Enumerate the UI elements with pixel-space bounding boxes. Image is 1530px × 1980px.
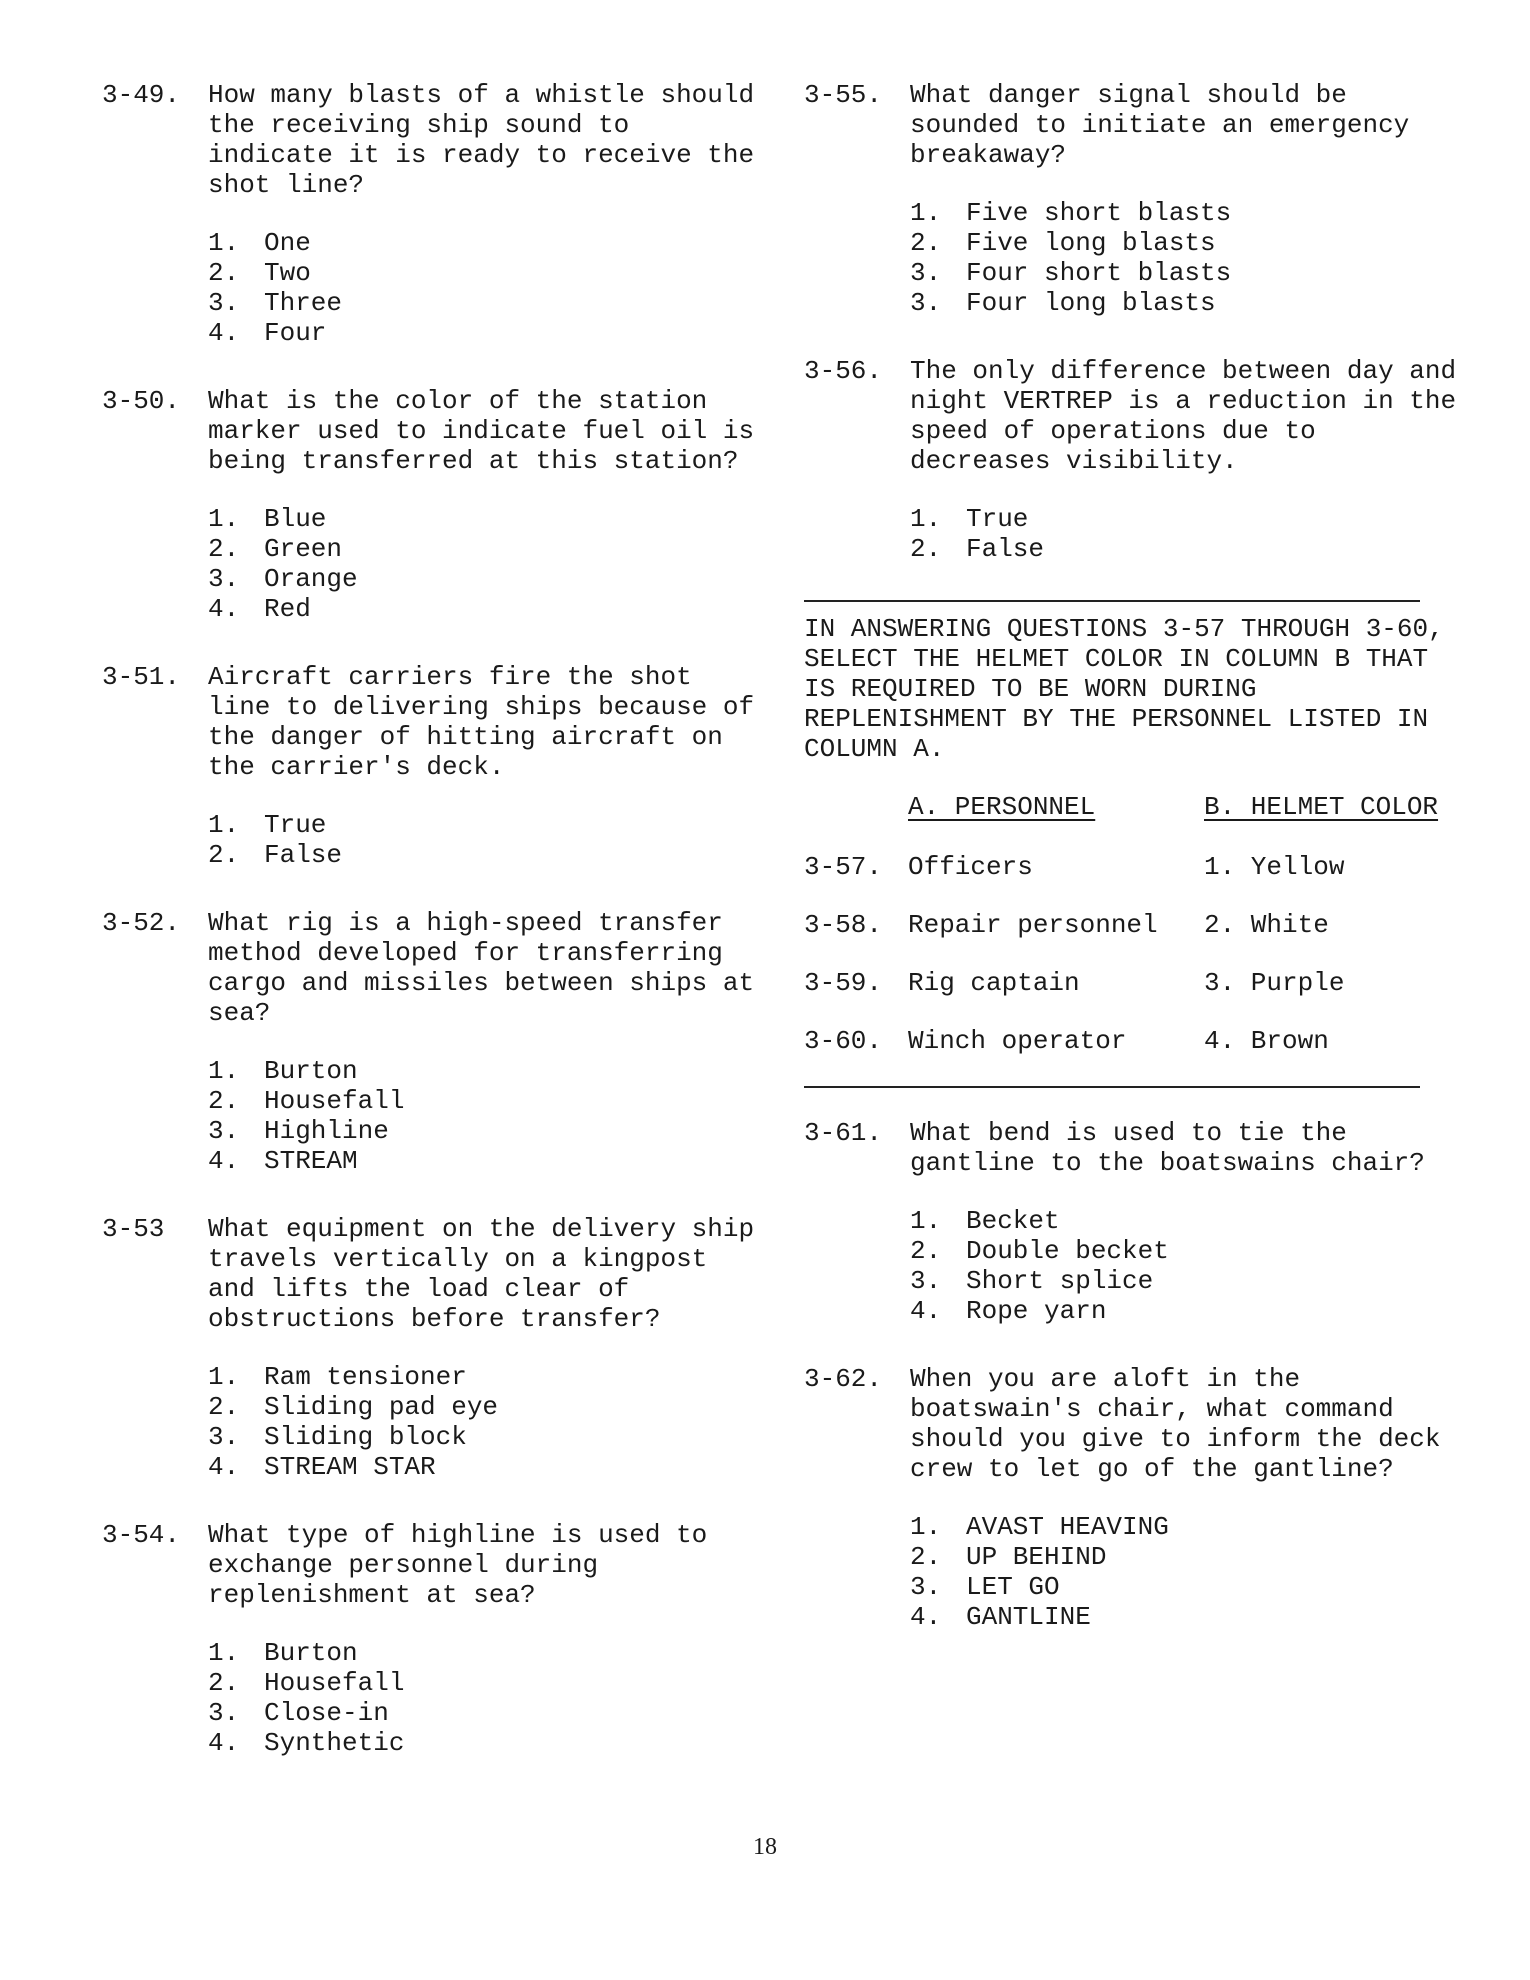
question-number: 3-52. (102, 908, 181, 938)
question-text (208, 80, 755, 200)
right-column (804, 80, 1457, 1632)
question-line: exchange personnel during (208, 1550, 599, 1580)
option-text: Four short blasts (966, 258, 1232, 288)
column-b-header: B. HELMET COLOR (1204, 792, 1439, 822)
question-line: indicate it is ready to receive the (208, 140, 755, 170)
option-number: 2. (208, 1086, 240, 1116)
answer-options (910, 198, 1444, 318)
option-text: Five long blasts (966, 228, 1216, 258)
option-number: 2. (208, 258, 240, 288)
option-number: 2. (208, 534, 240, 564)
question-line: shot line? (208, 170, 365, 200)
question-line: How many blasts of a whistle should (208, 80, 755, 110)
question (102, 80, 755, 348)
top-rule (804, 600, 1420, 602)
question-line: What equipment on the delivery ship (208, 1214, 755, 1244)
page-number: 18 (753, 1834, 777, 1860)
answer-option (910, 1236, 1444, 1266)
instruction-line: COLUMN A. (804, 734, 945, 764)
option-text: Sliding block (264, 1422, 467, 1452)
answer-option (208, 1638, 742, 1668)
question-line: sea? (208, 998, 271, 1028)
option-number: 1. (208, 810, 240, 840)
option-text: LET GO (966, 1572, 1060, 1602)
answer-option (208, 1422, 742, 1452)
answer-option (910, 288, 1444, 318)
option-number: 1. (208, 1638, 240, 1668)
question-line: marker used to indicate fuel oil is (208, 416, 755, 446)
question-line: night VERTREP is a reduction in the (910, 386, 1457, 416)
question-line: What type of highline is used to (208, 1520, 708, 1550)
question-line: the carrier's deck. (208, 752, 505, 782)
answer-option (208, 1116, 742, 1146)
matching-question-number: 3-59. (804, 968, 883, 998)
column-a-header: A. PERSONNEL (908, 792, 1096, 822)
answer-option (208, 810, 742, 840)
option-text: Burton (264, 1638, 358, 1668)
matching-row (804, 852, 1444, 882)
option-number: 1. (910, 1206, 942, 1236)
question-line: The only difference between day and (910, 356, 1457, 386)
answer-option (208, 1728, 742, 1758)
question-line: travels vertically on a kingpost (208, 1244, 708, 1274)
option-text: Housefall (264, 1086, 405, 1116)
question-line: and lifts the load clear of (208, 1274, 630, 1304)
question-text (208, 908, 755, 1028)
instruction-line: IN ANSWERING QUESTIONS 3-57 THROUGH 3-60, (804, 614, 1444, 644)
personnel-item: Repair personnel (908, 910, 1158, 940)
personnel-item: Winch operator (908, 1026, 1127, 1056)
answer-option (910, 1512, 1444, 1542)
answer-option (208, 1086, 742, 1116)
answer-option (910, 1296, 1444, 1326)
question-number: 3-51. (102, 662, 181, 692)
matching-header (804, 792, 1444, 826)
question-line: method developed for transferring (208, 938, 723, 968)
helmet-color-item: 4. Brown (1204, 1026, 1329, 1056)
option-number: 4. (208, 1452, 240, 1482)
matching-question-number: 3-60. (804, 1026, 883, 1056)
question (804, 1364, 1444, 1632)
option-number: 2. (910, 1542, 942, 1572)
question (804, 1118, 1444, 1326)
question (804, 356, 1457, 564)
answer-options (208, 810, 742, 870)
matching-row (804, 1026, 1444, 1056)
question (102, 386, 755, 624)
question (102, 1520, 742, 1758)
question-line: obstructions before transfer? (208, 1304, 661, 1334)
answer-options (910, 1206, 1444, 1326)
option-number: 1. (208, 228, 240, 258)
option-text: Burton (264, 1056, 358, 1086)
answer-option (910, 228, 1444, 258)
option-number: 2. (208, 1668, 240, 1698)
instruction-line: IS REQUIRED TO BE WORN DURING (804, 674, 1257, 704)
option-number: 4. (208, 1728, 240, 1758)
option-number: 1. (208, 1362, 240, 1392)
option-text: STREAM (264, 1146, 358, 1176)
option-text: Two (264, 258, 311, 288)
question-number: 3-55. (804, 80, 883, 110)
option-text: Double becket (966, 1236, 1169, 1266)
question-text (910, 1118, 1444, 1178)
option-number: 1. (910, 198, 942, 228)
answer-option (208, 288, 742, 318)
helmet-color-item: 2. White (1204, 910, 1329, 940)
question-number: 3-53 (102, 1214, 165, 1244)
option-number: 1. (910, 504, 942, 534)
question-line: replenishment at sea? (208, 1580, 536, 1610)
answer-option (910, 198, 1444, 228)
question-number: 3-56. (804, 356, 883, 386)
option-text: Four (264, 318, 327, 348)
question-line: decreases visibility. (910, 446, 1238, 476)
question-line: speed of operations due to (910, 416, 1316, 446)
question-line: What bend is used to tie the (910, 1118, 1347, 1148)
answer-option (208, 840, 742, 870)
option-text: False (264, 840, 343, 870)
option-number: 1. (208, 504, 240, 534)
question-line: being transferred at this station? (208, 446, 739, 476)
answer-option (910, 534, 1444, 564)
option-text: Sliding pad eye (264, 1392, 499, 1422)
option-number: 4. (910, 1296, 942, 1326)
answer-option (208, 1362, 742, 1392)
option-text: Orange (264, 564, 358, 594)
question-line: What is the color of the station (208, 386, 708, 416)
option-number: 3. (208, 1422, 240, 1452)
option-text: True (966, 504, 1029, 534)
question-number: 3-54. (102, 1520, 181, 1550)
answer-option (208, 1668, 742, 1698)
option-number: 2. (910, 1236, 942, 1266)
option-number: 1. (208, 1056, 240, 1086)
option-text: Three (264, 288, 343, 318)
question-text (208, 1214, 755, 1334)
question-number: 3-50. (102, 386, 181, 416)
answer-options (208, 1362, 742, 1482)
option-number: 2. (910, 534, 942, 564)
question-line: What danger signal should be (910, 80, 1347, 110)
right-bottom-questions (804, 1118, 1444, 1632)
option-number: 3. (910, 258, 942, 288)
answer-option (208, 318, 742, 348)
question (102, 908, 755, 1176)
question-line: should you give to inform the deck (910, 1424, 1441, 1454)
question-text (208, 1520, 742, 1610)
answer-option (910, 1602, 1444, 1632)
question-line: cargo and missiles between ships at (208, 968, 755, 998)
question-line: the receiving ship sound to (208, 110, 630, 140)
question-number: 3-61. (804, 1118, 883, 1148)
answer-options (208, 228, 742, 348)
option-number: 4. (910, 1602, 942, 1632)
question-line: the danger of hitting aircraft on (208, 722, 723, 752)
option-number: 1. (910, 1512, 942, 1542)
option-text: Synthetic (264, 1728, 405, 1758)
option-text: True (264, 810, 327, 840)
option-text: Five short blasts (966, 198, 1232, 228)
option-text: Four long blasts (966, 288, 1216, 318)
answer-option (208, 534, 742, 564)
matching-instructions (804, 614, 1444, 764)
answer-options (910, 1512, 1444, 1632)
answer-option (910, 258, 1444, 288)
option-number: 2. (910, 228, 942, 258)
right-top-questions (804, 80, 1457, 564)
bottom-rule (804, 1086, 1420, 1088)
matching-row (804, 910, 1444, 940)
question-line: crew to let go of the gantline? (910, 1454, 1394, 1484)
question (102, 662, 755, 870)
option-text: AVAST HEAVING (966, 1512, 1169, 1542)
option-number: 3. (910, 1572, 942, 1602)
option-number: 3. (208, 564, 240, 594)
option-number: 3. (208, 288, 240, 318)
option-text: Housefall (264, 1668, 405, 1698)
matching-question-number: 3-58. (804, 910, 883, 940)
option-number: 4. (208, 1146, 240, 1176)
question-number: 3-62. (804, 1364, 883, 1394)
question (102, 1214, 755, 1482)
personnel-item: Rig captain (908, 968, 1080, 998)
question-text (208, 662, 755, 782)
question-line: boatswain's chair, what command (910, 1394, 1394, 1424)
answer-option (208, 564, 742, 594)
option-number: 3. (910, 1266, 942, 1296)
option-number: 3. (208, 1116, 240, 1146)
question-text (910, 356, 1457, 476)
answer-option (208, 1056, 742, 1086)
answer-option (208, 594, 742, 624)
matching-row (804, 968, 1444, 998)
answer-option (208, 504, 742, 534)
answer-option (208, 1392, 742, 1422)
question-line: What rig is a high-speed transfer (208, 908, 723, 938)
option-text: Ram tensioner (264, 1362, 467, 1392)
answer-option (208, 1146, 742, 1176)
question-line: line to delivering ships because of (208, 692, 755, 722)
matching-rows (804, 852, 1444, 1056)
option-text: Rope yarn (966, 1296, 1107, 1326)
left-column (102, 80, 755, 1758)
matching-question-number: 3-57. (804, 852, 883, 882)
option-text: Blue (264, 504, 327, 534)
question-line: Aircraft carriers fire the shot (208, 662, 692, 692)
answer-option (208, 228, 742, 258)
question (804, 80, 1444, 318)
instruction-line: SELECT THE HELMET COLOR IN COLUMN B THAT (804, 644, 1429, 674)
answer-option (208, 1698, 742, 1728)
question-text (910, 80, 1444, 170)
answer-option (910, 504, 1444, 534)
option-number: 3. (910, 288, 942, 318)
answer-option (910, 1572, 1444, 1602)
option-number: 2. (208, 1392, 240, 1422)
question-text (208, 386, 755, 476)
option-text: Becket (966, 1206, 1060, 1236)
answer-options (208, 1638, 742, 1758)
question-line: gantline to the boatswains chair? (910, 1148, 1425, 1178)
answer-option (208, 1452, 742, 1482)
option-number: 3. (208, 1698, 240, 1728)
option-number: 2. (208, 840, 240, 870)
question-number: 3-49. (102, 80, 181, 110)
option-text: GANTLINE (966, 1602, 1091, 1632)
option-number: 4. (208, 318, 240, 348)
answer-options (208, 504, 742, 624)
option-text: Close-in (264, 1698, 389, 1728)
option-text: Short splice (966, 1266, 1154, 1296)
option-text: Green (264, 534, 343, 564)
answer-option (910, 1206, 1444, 1236)
instruction-line: REPLENISHMENT BY THE PERSONNEL LISTED IN (804, 704, 1429, 734)
personnel-item: Officers (908, 852, 1033, 882)
option-text: Highline (264, 1116, 389, 1146)
option-text: Red (264, 594, 311, 624)
question-line: When you are aloft in the (910, 1364, 1301, 1394)
option-number: 4. (208, 594, 240, 624)
option-text: STREAM STAR (264, 1452, 436, 1482)
answer-option (910, 1266, 1444, 1296)
option-text: UP BEHIND (966, 1542, 1107, 1572)
helmet-color-item: 3. Purple (1204, 968, 1345, 998)
answer-options (910, 504, 1444, 564)
helmet-color-item: 1. Yellow (1204, 852, 1345, 882)
answer-options (208, 1056, 742, 1176)
option-text: False (966, 534, 1045, 564)
question-text (910, 1364, 1444, 1484)
question-line: breakaway? (910, 140, 1067, 170)
question-line: sounded to initiate an emergency (910, 110, 1410, 140)
answer-option (910, 1542, 1444, 1572)
option-text: One (264, 228, 311, 258)
answer-option (208, 258, 742, 288)
